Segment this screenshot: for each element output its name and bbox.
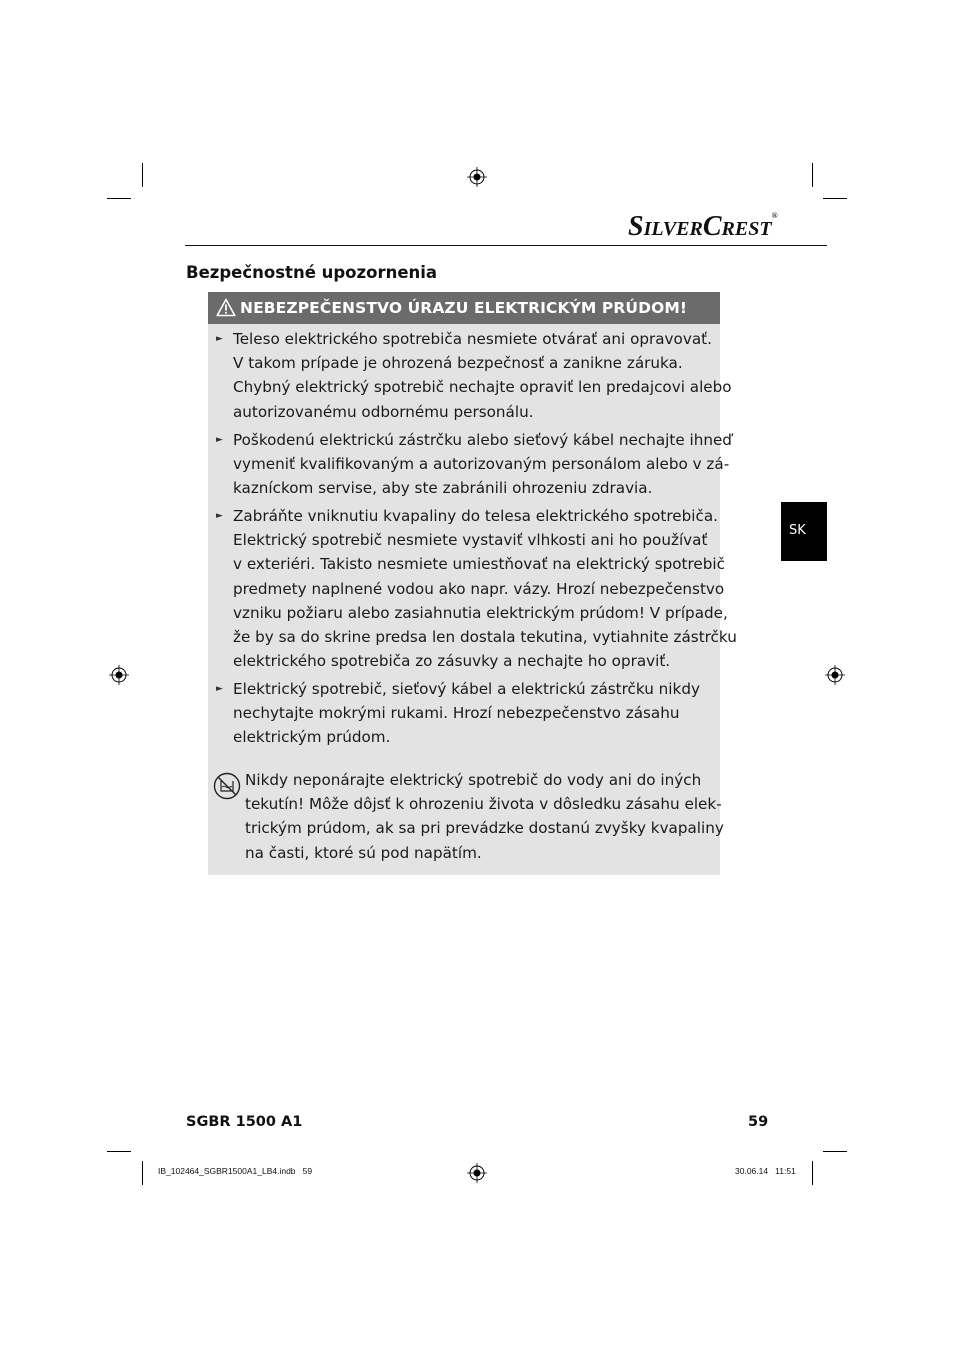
section-title: Bezpečnostné upozornenia (186, 263, 438, 282)
bullet-icon: ► (216, 684, 223, 694)
crop-mark (812, 163, 813, 187)
crop-mark (823, 198, 847, 199)
crop-mark (823, 1151, 847, 1152)
warning-heading: NEBEZPEČENSTVO ÚRAZU ELEKTRICKÝM PRÚDOM! (240, 299, 688, 317)
bullet-icon: ► (216, 435, 223, 445)
warning-header (208, 292, 720, 324)
crop-mark (142, 163, 143, 187)
crop-mark (812, 1161, 813, 1185)
warning-box: NEBEZPEČENSTVO ÚRAZU ELEKTRICKÝM PRÚDOM! ► Teleso elektrického spotrebiča nesmiete otvárať ani opravovať. V takom prípade je ohrozená bezpečnosť a zanikne záruka. Chybný elektrický spotrebič nechajte opraviť len predajcovi alebo autorizovanému odbornému personálu. ► Poškodenú elektrickú zástrčku alebo sieťový kábel nechajte ihneď vymeniť kvalifikovaným a autorizovaným personálom alebo v zá- kazníckom servise, aby ste zabránili ohrozeniu zdravia. ► Zabráňte vniknutiu kvapaliny do telesa elektrického spotrebiča. Elektrický spotrebič nesmiete vystaviť vlhkosti ani ho používať v exteriéri. Takisto nesmiete umiestňovať na elektrický spotrebič predmety naplnené vodou ako napr. vázy. Hrozí nebezpečenstvo vzniku požiaru alebo zasiahnutia elektrickým prúdom! V prípade, že by sa do skrine predsa len dostala tekutina, vytiahnite zástrčku elektrického spotrebiča zo zásuvky a nechajte ho opraviť. ► Elektrický spotrebič, sieťový kábel a elektrickú zástrčku nikdy nechytajte mokrými rukami. Hrozí nebezpečenstvo zásahu elektrickým prúdom. Nikdy neponárajte elektrický spotrebič do vody ani do iných tekutín! Môže dôjsť k ohrozeniu života v dôsledku zásahu elek- trickým prúdom, ak sa pri prevádzke dostanú zvyšky kvapaliny na časti, ktoré sú pod napätím. (208, 292, 720, 875)
footer-model: SGBR 1500 A1 (186, 1114, 303, 1130)
crop-mark (107, 198, 131, 199)
brand-logo: SILVERCREST® (628, 211, 778, 242)
registration-mark-icon (467, 1163, 487, 1183)
page-number: 59 (748, 1114, 769, 1130)
language-tab (781, 502, 827, 561)
registration-mark-icon (109, 665, 129, 685)
print-slug-file: IB_102464_SGBR1500A1_LB4.indb 59 (158, 1166, 313, 1176)
bullet-icon: ► (216, 511, 223, 521)
registration-mark-icon (825, 665, 845, 685)
crop-mark (142, 1161, 143, 1185)
language-tab-label: SK (789, 523, 806, 538)
do-not-immerse-icon (213, 772, 241, 800)
warning-triangle-icon (216, 298, 236, 317)
header-rule (185, 245, 827, 246)
bullet-icon: ► (216, 334, 223, 344)
crop-mark (107, 1151, 131, 1152)
registration-mark-icon (467, 167, 487, 187)
print-slug-date: 30.06.14 11:51 (735, 1166, 796, 1176)
